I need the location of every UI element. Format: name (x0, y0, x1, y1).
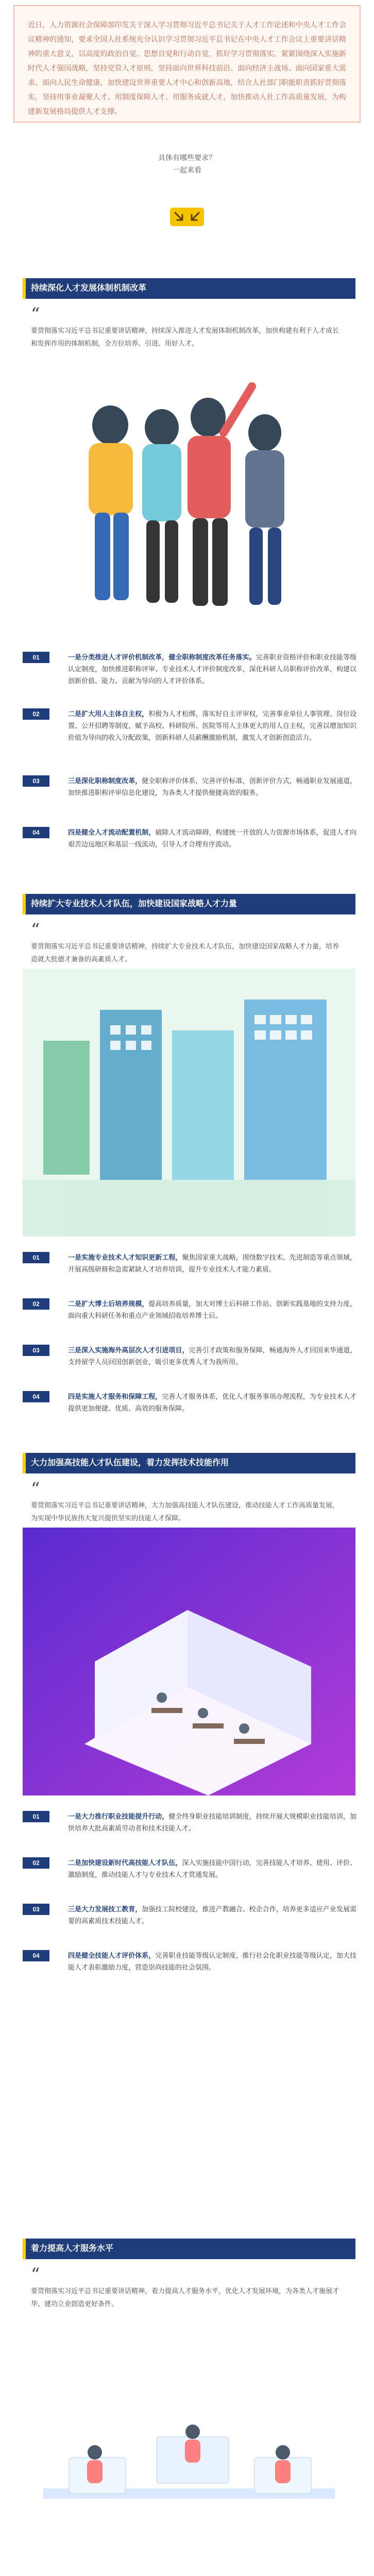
item-number-badge: 03 (23, 1345, 49, 1356)
item-number-badge: 04 (23, 1950, 49, 1961)
item-number-badge: 01 (23, 1811, 49, 1822)
item-body: 积极为人才松绑，落实好自主评审权，完善事业单位人事管理、岗位设置、公开招聘等制度，赋予高校、科研院所、医院等用人主体更大的用人自主权，完善以增加知识价值为导向的收入分配政策，创新科研人员薪酬激励机制，激发人才创新创造活力。 (68, 710, 356, 741)
item-text (68, 652, 356, 687)
section-2-illustration (23, 969, 355, 1236)
item-lead: 三是深入实施海外高层次人才引进项目， (68, 1346, 189, 1354)
item-text (68, 1252, 356, 1276)
item-body: 健全职称评价体系，完善评价标准，创新评价方式，畅通职业发展通道，加快推进职称评审信息化建设，为各类人才提供便捷高效的服务。 (68, 777, 356, 796)
section-3-illustration (23, 1528, 355, 1795)
section-3-quote-text: 要贯彻落实习近平总书记重要讲话精神，大力加强高技能人才队伍建设，推动技能人才工作高质量发展，为实现中华民族伟大复兴提供坚实的技能人才保障。 (31, 1501, 339, 1522)
intro-box (13, 5, 361, 123)
item-lead: 四是健全技能人才评价体系， (68, 1952, 156, 1959)
item-number-badge: 03 (23, 775, 49, 787)
item-text (68, 827, 356, 851)
item-body: 健全终身职业技能培训制度，持续开展大规模职业技能培训，加快培养大批高素质劳动者和技术技能人才。 (68, 1812, 356, 1832)
section-2-illustration-svg (23, 969, 355, 1236)
section-2-title: 持续扩大专业技术人才队伍，加快建设国家战略人才力量 (23, 894, 355, 914)
question-line-2: 一起来看 (173, 166, 201, 174)
item-body: 提高培养质量，加大对博士后科研工作站、创新实践基地的支持力度，面向重大科研任务和重点产业领域招收培养博士后。 (68, 1300, 356, 1319)
item-lead: 四是健全人才流动配置机制， (68, 828, 156, 836)
pointing-down-right-svg (185, 208, 204, 226)
item-number-badge: 04 (23, 1391, 49, 1402)
section-3-title: 大力加强高技能人才队伍建设，着力发挥技术技能作用 (23, 1453, 355, 1473)
section-4-illustration-svg (23, 2360, 355, 2576)
item-lead: 一是实施专业技术人才知识更新工程， (68, 1253, 182, 1261)
item-text (68, 1811, 356, 1835)
item-number-badge: 02 (23, 1857, 49, 1869)
section-3-quote (31, 1479, 343, 1524)
section-4-title: 着力提高人才服务水平 (23, 2239, 355, 2259)
section-1-quote-text: 要贯彻落实习近平总书记重要讲话精神，持续深入推进人才发展体制机制改革，加快构建有利于人才成长和发挥作用的体制机制，全方位培养、引进、用好人才。 (31, 327, 339, 347)
section-4-illustration (23, 2360, 355, 2576)
item-text (68, 1857, 356, 1881)
item-body: 破除人才流动障碍，构建统一开放的人力资源市场体系，促进人才向艰苦边远地区和基层一线流动，引导人才合理有序流动。 (68, 828, 356, 848)
section-1-illustration (23, 355, 355, 634)
question-line-1: 具体有哪些要求？ (158, 154, 216, 162)
item-lead: 二是扩大博士后培养规模， (68, 1300, 149, 1308)
item-number-badge: 04 (23, 827, 49, 838)
item-lead: 三是大力发展技工教育， (68, 1905, 142, 1913)
item-lead: 一是大力推行职业技能提升行动， (68, 1812, 169, 1820)
item-lead: 四是实施人才服务和保障工程， (68, 1393, 162, 1400)
open-quote-icon: “ (31, 2264, 40, 2285)
open-quote-icon: “ (31, 1479, 40, 1499)
item-text (68, 1345, 356, 1368)
item-text (68, 1950, 356, 1974)
item-text (68, 1298, 356, 1322)
section-4-quote-text: 要贯彻落实习近平总书记重要讲话精神，着力提高人才服务水平，优化人才发展环境，为各类人才施展才华、建功立业创造更好条件。 (31, 2287, 339, 2308)
item-number-badge: 02 (23, 1298, 49, 1310)
item-body: 深入实施技能中国行动，完善技能人才培养、使用、评价、激励制度，推动技能人才与专业技术人才贯通发展。 (68, 1859, 356, 1878)
section-1-illustration-svg (23, 355, 355, 634)
section-2-quote (31, 920, 343, 965)
item-text (68, 1904, 356, 1927)
item-body: 加强技工院校建设，推进产教融合、校企合作，培养更多适应产业发展需要的高素质技术技能人才。 (68, 1905, 356, 1925)
item-body: 完善引才政策和服务保障，畅通海外人才回国来华通道，支持留学人员回国创新创业，吸引更多优秀人才为我所用。 (68, 1346, 356, 1366)
section-2-quote-text: 要贯彻落实习近平总书记重要讲话精神，持续扩大专业技术人才队伍，加快建设国家战略人才力量，培养造就大批德才兼备的高素质人才。 (31, 942, 339, 963)
item-lead: 一是分类推进人才评价机制改革，健全职称制度改革任务落实。 (68, 653, 256, 661)
item-body: 完善职业技能等级认定制度，推行社会化职业技能等级认定，加大技能人才表彰激励力度，营造崇尚技能的社会氛围。 (68, 1952, 356, 1971)
item-lead: 二是扩大用人主体自主权， (68, 710, 149, 718)
item-lead: 三是深化职称制度改革， (68, 777, 142, 785)
item-body: 聚焦国家重大战略，围绕数字技术、先进制造等重点领域，开展高级研修和急需紧缺人才培养培训，提升专业技术人才能力素质。 (68, 1253, 356, 1273)
item-number-badge: 02 (23, 708, 49, 720)
item-number-badge: 01 (23, 652, 49, 663)
section-1-quote (31, 304, 343, 350)
open-quote-icon: “ (31, 304, 40, 325)
item-text (68, 775, 356, 799)
item-body: 完善人才服务体系，优化人才服务事项办理流程，为专业技术人才提供更加便捷、优质、高效的服务保障。 (68, 1393, 356, 1412)
intro-paragraph: 近日，人力资源社会保障部印发关于深入学习贯彻习近平总书记关于人才工作论述和中央人才工作会议精神的通知，要求全国人社系统充分认识学习贯彻习近平总书记在中央人才工作会议上重要讲话精神的重大意义，以高度的政治自觉、思想自觉和行动自觉，抓好学习贯彻落实，紧紧围绕深入实施新时代人才强国战略，坚持党管人才原则，坚持面向世界科技前沿、面向经济主战场、面向国家重大需求、面向人民生命健康，加快建设世界重要人才中心和创新高地，结合人社部门职能职责抓好贯彻落实，坚持用事业凝聚人才、用制度保障人才、用服务成就人才，加快推动人社工作高质量发展，为构建新发展格局提供人才支撑。 (28, 21, 346, 115)
item-body: 完善职业资格评价和职业技能等级认定制度，加快推进职称评审、专业技术人才评价制度改革，深化科研人员职称评价改革，构建以创新价值、能力、贡献为导向的人才评价体系。 (68, 653, 356, 685)
item-text (68, 1391, 356, 1415)
item-lead: 二是加快建设新时代高技能人才队伍， (68, 1859, 182, 1867)
item-number-badge: 03 (23, 1904, 49, 1915)
section-4-quote (31, 2264, 343, 2310)
open-quote-icon: “ (31, 920, 40, 940)
section-1-title: 持续深化人才发展体制机制改革 (23, 278, 355, 299)
item-number-badge: 01 (23, 1252, 49, 1263)
section-3-illustration-svg (23, 1528, 355, 1795)
item-text (68, 708, 356, 743)
pointing-down-right-icon (185, 208, 204, 226)
